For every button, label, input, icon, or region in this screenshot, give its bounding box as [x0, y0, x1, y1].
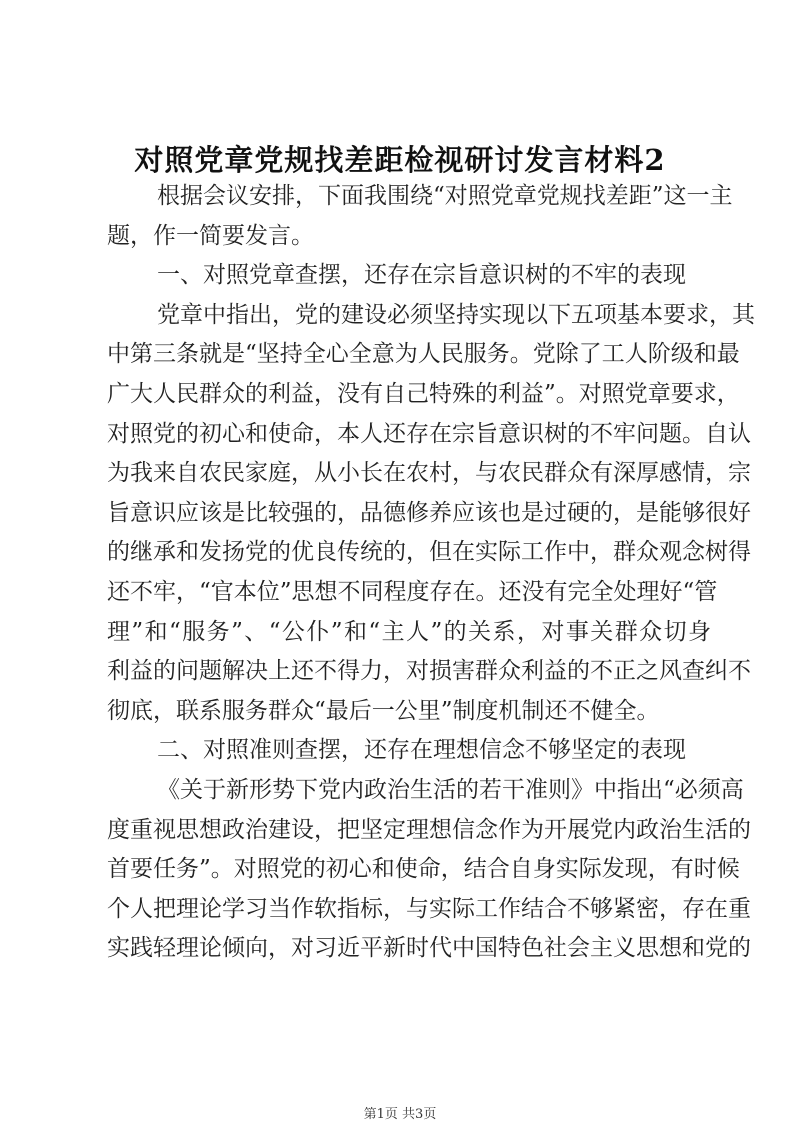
text-line: 实践轻理论倾向，对习近平新时代中国特色社会主义思想和党的: [107, 935, 751, 962]
text-line: 题，作一简要发言。: [107, 222, 314, 249]
text-line: 根据会议安排，下面我围绕“对照党章党规找差距”这一主: [157, 183, 733, 209]
document-body: [107, 177, 755, 969]
text-line: 为我来自农民家庭，从小长在农村，与农民群众有深厚感情，宗: [107, 460, 751, 487]
page-footer: 第1页 共3页: [363, 1107, 437, 1122]
text-line: 个人把理论学习当作软指标，与实际工作结合不够紧密，存在重: [107, 895, 751, 922]
text-line: 还不牢，“官本位”思想不同程度存在。还没有完全处理好“管: [107, 578, 718, 605]
text-line: 的继承和发扬党的优良传统的，但在实际工作中，群众观念树得: [107, 539, 751, 566]
text-line: 党章中指出，党的建设必须坚持实现以下五项基本要求，其: [157, 301, 755, 328]
text-line: 《关于新形势下党内政治生活的若干准则》中指出“必须高: [157, 776, 744, 803]
paragraph: [107, 771, 751, 969]
text-line: 彻底，联系服务群众“最后一公里”制度机制还不健全。: [107, 697, 660, 724]
paragraph: [107, 296, 755, 732]
text-line: 广大人民群众的利益，没有自己特殊的利益”。对照党章要求，: [107, 380, 740, 407]
text-line: 二、对照准则查摆，还存在理想信念不够坚定的表现: [157, 737, 686, 764]
document-title: 对照党章党规找差距检视研讨发言材料2: [134, 143, 666, 177]
text-line: 度重视思想政治建设，把坚定理想信念作为开展党内政治生活的: [107, 816, 751, 843]
text-line: 利益的问题解决上还不得力，对损害群众利益的不正之风查纠不: [107, 658, 751, 685]
text-line: 理”和“服务”、“公仆”和“主人”的关系，对事关群众切身: [107, 618, 711, 645]
text-line: 首要任务”。对照党的初心和使命，结合自身实际发现，有时候: [107, 856, 740, 883]
text-line: 一、对照党章查摆，还存在宗旨意识树的不牢的表现: [157, 262, 686, 289]
text-line: 对照党的初心和使命，本人还存在宗旨意识树的不牢问题。自认: [107, 420, 751, 447]
paragraph: [107, 731, 711, 771]
text-line: 旨意识应该是比较强的，品德修养应该也是过硬的，是能够很好: [107, 499, 751, 526]
text-line: 中第三条就是“坚持全心全意为人民服务。党除了工人阶级和最: [107, 341, 740, 368]
paragraph: [107, 177, 733, 256]
paragraph: [107, 256, 711, 296]
